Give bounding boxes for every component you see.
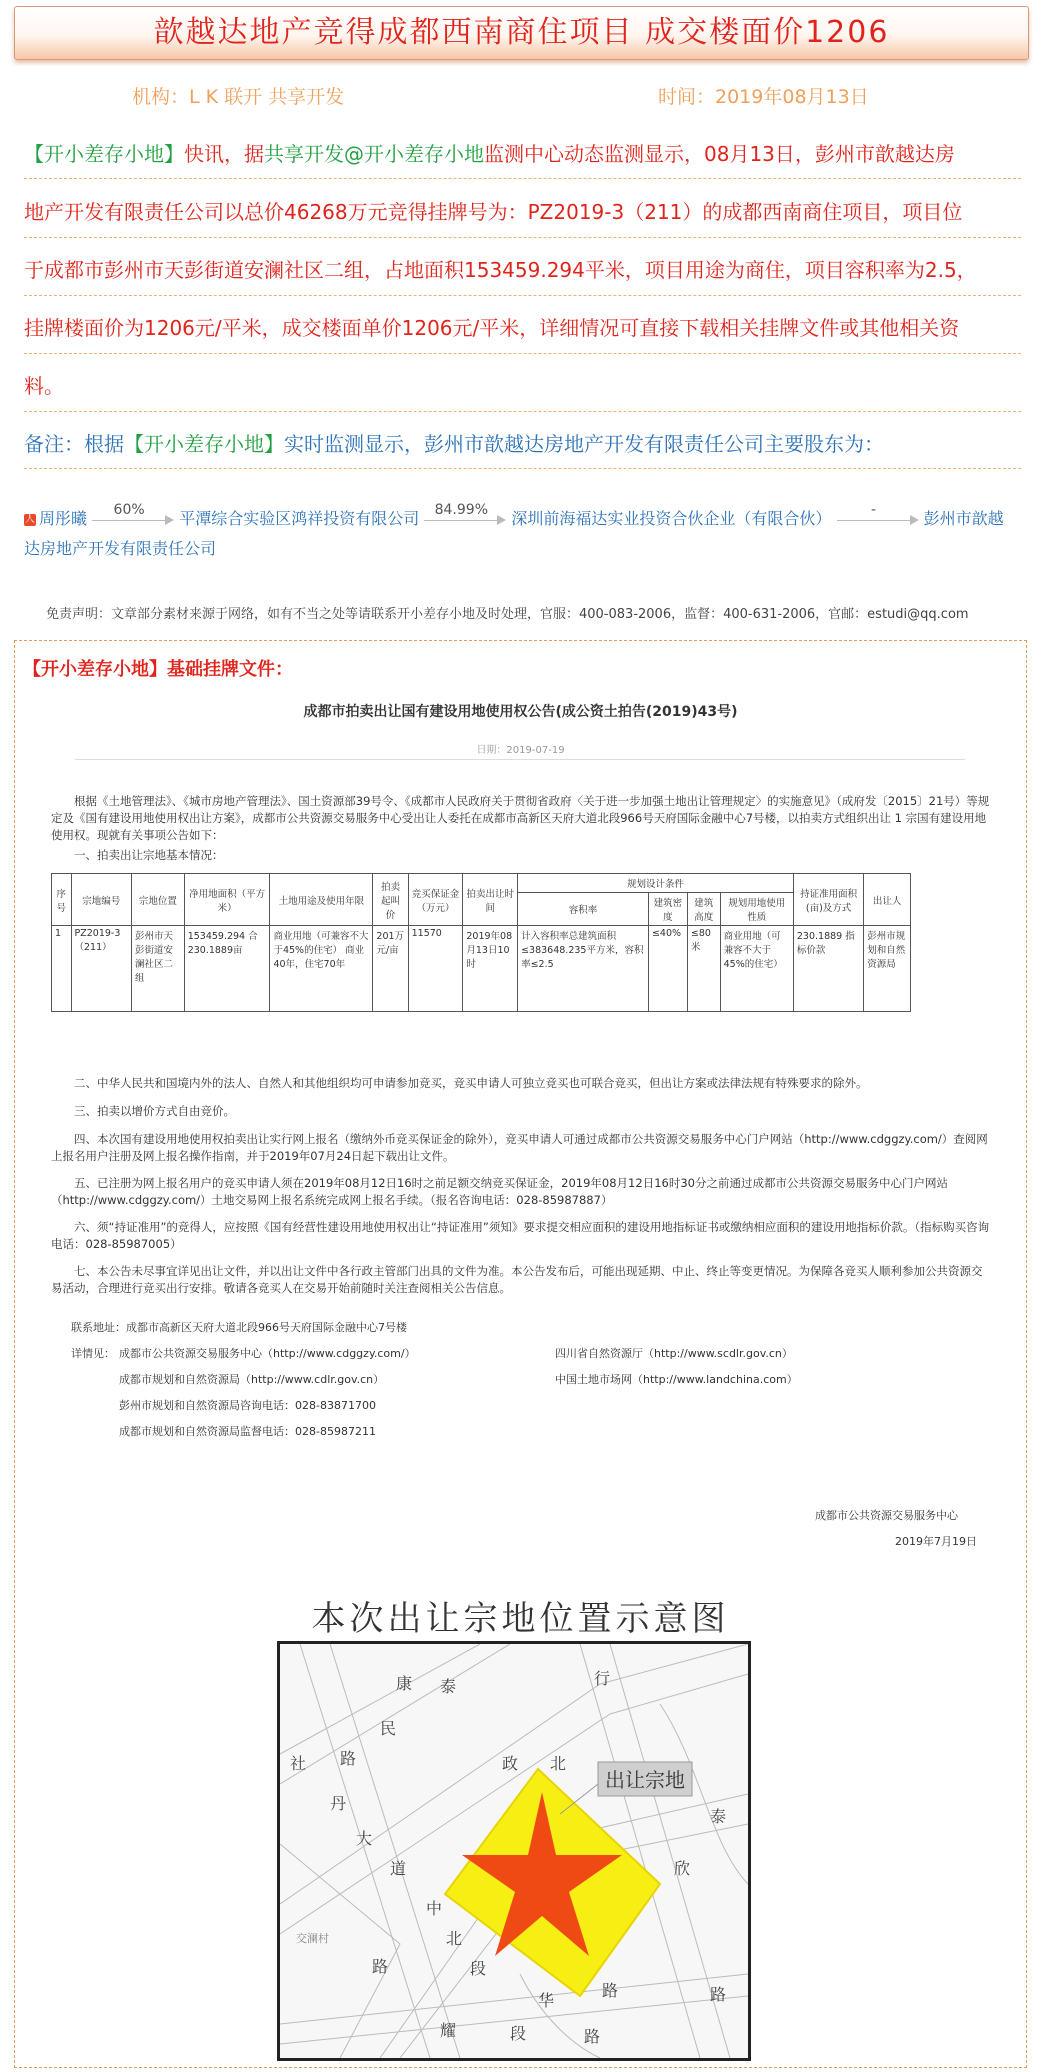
table-cell: 153459.294 合230.1889亩 xyxy=(184,926,270,1012)
arrow-icon xyxy=(92,501,174,530)
notice-title: 成都市拍卖出让国有建设用地使用权公告(成公资土拍告(2019)43号) xyxy=(303,704,738,720)
road-label: 路 xyxy=(584,2027,601,2046)
contact-phone-1: 彭州市规划和自然资源局咨询电话：028-83871700 xyxy=(119,1399,376,1412)
brand-link[interactable]: 共享开发@开小差存小地 xyxy=(264,142,484,166)
section-6: 六、须“持证准用”的竞得人，应按照《国有经营性建设用地使用权出让“持证准用”须知》要求提交相应面积的建设用地指标证书或缴纳相应面积的建设用地指标价款。（指标购买咨询电话：028-85987005） xyxy=(51,1220,990,1251)
target-company-cont[interactable]: 达房地产开发有限责任公司 xyxy=(24,539,217,558)
section-7: 七、本公告未尽事宜详见出让文件，并以出让文件中各行政主管部门出具的文件为准。本公告发布后，可能出现延期、中止、终止等变更情况。为保障各竞买人顺利参加公共资源交易活动，合理进行竞买出行安排。敬请各竞买人在交易开始前随时关注查阅相关公告信息。 xyxy=(51,1264,983,1295)
th-quota: 持证准用面积(亩)及方式 xyxy=(793,874,863,926)
signature-org: 成都市公共资源交易服务中心 xyxy=(815,1509,958,1522)
road-label: 中 xyxy=(426,1899,443,1918)
table-cell: 11570 xyxy=(408,926,463,1012)
table-cell: 230.1889 指标价款 xyxy=(793,926,863,1012)
signature-date: 2019年7月19日 xyxy=(895,1535,977,1548)
road-label: 康 xyxy=(396,1674,413,1693)
plot-table xyxy=(51,873,911,1012)
table-cell: 商业用地（可兼容不大于45%的住宅） xyxy=(720,926,793,1012)
th-plan: 规划设计条件 xyxy=(518,874,794,893)
road-label: 北 xyxy=(550,1754,567,1773)
road-label: 路 xyxy=(710,1985,727,2004)
share-percent: - xyxy=(870,501,877,518)
table-cell: ≤40% xyxy=(648,926,687,1012)
th-deposit: 竞买保证金（万元） xyxy=(408,874,463,926)
shareholder-company-1[interactable]: 平潭综合实验区鸿祥投资有限公司 xyxy=(179,509,420,528)
road-label: 民 xyxy=(380,1719,397,1738)
shareholder-company-2[interactable]: 深圳前海福达实业投资合伙企业（有限合伙） xyxy=(511,509,832,528)
text: 实时监测显示，彭州市歆越达房地产开发有限责任公司主要股东为： xyxy=(284,432,884,456)
th-use: 土地用途及使用年限 xyxy=(270,874,373,926)
divider xyxy=(24,468,1021,469)
road-label: 北 xyxy=(446,1929,463,1948)
article-line-3: 于成都市彭州市天彭街道安澜社区二组，占地面积153459.294平米，项目用途为商住，项目容积率为2.5， xyxy=(24,258,977,282)
th-start-price: 拍卖起叫价 xyxy=(373,874,408,926)
notice-intro: 根据《土地管理法》、《城市房地产管理法》、国土资源部39号令、《成都市人民政府关于贯彻省政府〈关于进一步加强土地出让管理规定〉的实施意见》（成府发〔2015〕21号）等规定及《国有建设用地使用权出让方案》，成都市公共资源交易服务中心受出让人委托在成都市高新区天府大道北段966号天府国际金融中心7号楼，以拍卖方式组织出让 1 宗国有建设用地使用权。现就有关事项公告如下： xyxy=(51,794,990,842)
article-line-1 xyxy=(24,140,1019,168)
disclaimer: 免责声明：文章部分素材来源于网络，如有不当之处等请联系开小差存小地及时处理，官服：400-083-2006，监督：400-631-2006，官邮：estudi@qq.com xyxy=(46,607,969,622)
share-percent: 60% xyxy=(113,501,145,518)
section-4: 四、本次国有建设用地使用权拍卖出让实行网上报名（缴纳外币竞买保证金的除外），竞买申请人可通过成都市公共资源交易服务中心门户网站（http://www.cdggzy.com/）查阅网上报名用户注册及网上报名操作指南，并于2019年07月24日起下载出让文件。 xyxy=(51,1132,988,1163)
notice-date: 日期：2019-07-19 xyxy=(476,745,565,756)
road-label: 政 xyxy=(502,1754,519,1773)
time-line: 时间：2019年08月13日 xyxy=(658,86,869,108)
road-label: 大 xyxy=(356,1829,373,1848)
table-cell: ≤80米 xyxy=(687,926,720,1012)
road-label: 华 xyxy=(538,1991,555,2010)
road-label: 段 xyxy=(510,2024,527,2043)
text: 监测中心动态监测显示，08月13日，彭州市歆越达房 xyxy=(484,142,955,166)
th-auction-time: 拍卖出让时间 xyxy=(463,874,518,926)
road-label: 社 xyxy=(290,1754,307,1773)
table-cell: 商业用地（可兼容不大于45%的住宅） 商业40年，住宅70年 xyxy=(270,926,373,1012)
road-label: 欣 xyxy=(674,1859,691,1878)
table-cell: 计入容积率总建筑面积≤383648.235平方米，容积率≤2.5 xyxy=(518,926,649,1012)
contact-phone-2: 成都市规划和自然资源局监督电话：028-85987211 xyxy=(119,1425,376,1438)
document-heading: 【开小差存小地】基础挂牌文件： xyxy=(23,659,293,680)
divider xyxy=(75,759,965,760)
note-line xyxy=(24,430,1019,458)
article-line-2: 地产开发有限责任公司以总价46268万元竞得挂牌号为：PZ2019-3（211）的成都西南商住项目，项目位 xyxy=(24,200,963,224)
table-cell: 2019年08月13日10时 xyxy=(463,926,518,1012)
link-cdlr[interactable]: 成都市规划和自然资源局（http://www.cdlr.gov.cn） xyxy=(119,1373,385,1386)
road-label: 道 xyxy=(390,1859,407,1878)
th-height: 建筑高度 xyxy=(687,893,720,926)
th-land-nature: 规划用地使用性质 xyxy=(720,893,793,926)
article-line-4: 挂牌楼面价为1206元/平米，成交楼面单价1206元/平米，详细情况可直接下载相关挂牌文件或其他相关资 xyxy=(24,316,960,340)
divider xyxy=(24,411,1021,412)
table-cell: 彭州市规划和自然资源局 xyxy=(864,926,911,1012)
location-map xyxy=(277,1641,751,2061)
text: 备注：根据 xyxy=(24,432,124,456)
road-label: 交澜村 xyxy=(296,1932,329,1945)
th-index: 序号 xyxy=(52,874,72,926)
target-company[interactable]: 彭州市歆越 xyxy=(923,509,1004,528)
text: 快讯，据 xyxy=(184,142,264,166)
th-plot-no: 宗地编号 xyxy=(71,874,132,926)
divider xyxy=(24,295,1021,296)
section-5: 五、已注册为网上报名用户的竞买申请人须在2019年08月12日16时之前足额交纳竞买保证金，2019年08月12日16时30分之前通过成都市公共资源交易服务中心门户网站（http://www.cdggzy.com/）土地交易网上报名系统完成网上报名手续。（报名咨询电话：028-85987887） xyxy=(51,1176,948,1207)
road-label: 耀 xyxy=(440,2021,457,2040)
section-2: 二、中华人民共和国境内外的法人、自然人和其他组织均可申请参加竞买，竞买申请人可独立竞买也可联合竞买，但出让方案或法律法规有特殊要求的除外。 xyxy=(74,1076,868,1090)
brand-tag: 【开小差存小地】 xyxy=(24,142,184,166)
person-icon: 人 xyxy=(25,513,35,525)
map-title: 本次出让宗地位置示意图 xyxy=(311,1599,730,1639)
divider xyxy=(24,178,1021,179)
table-cell: PZ2019-3（211） xyxy=(71,926,132,1012)
contact-see: 详情见： xyxy=(71,1347,115,1360)
listing-document-box xyxy=(14,640,1027,2068)
th-location: 宗地位置 xyxy=(132,874,185,926)
arrow-icon xyxy=(837,501,919,530)
org-line: 机构：L K 联开 共享开发 xyxy=(132,86,345,108)
table-cell: 彭州市天彭街道安澜社区二组 xyxy=(132,926,185,1012)
arrow-icon xyxy=(424,501,506,530)
link-landchina[interactable]: 中国土地市场网（http://www.landchina.com） xyxy=(555,1373,798,1386)
road-label: 丹 xyxy=(330,1794,347,1813)
title-banner xyxy=(14,6,1029,60)
shareholder-person[interactable]: 周彤曦 xyxy=(39,509,88,528)
table-cell: 1 xyxy=(52,926,72,1012)
map-svg xyxy=(280,1644,748,2058)
link-cdggzy[interactable]: 成都市公共资源交易服务中心（http://www.cdggzy.com/） xyxy=(119,1347,416,1360)
th-seller: 出让人 xyxy=(864,874,911,926)
road-label: 泰 xyxy=(710,1807,727,1826)
divider xyxy=(24,353,1021,354)
road-label: 段 xyxy=(470,1959,487,1978)
article-line-5: 料。 xyxy=(24,374,64,398)
th-area: 净用地面积（平方米） xyxy=(184,874,270,926)
map-label: 出让宗地 xyxy=(605,1768,685,1792)
brand-tag: 【开小差存小地】 xyxy=(124,432,284,456)
road-label: 路 xyxy=(340,1749,357,1768)
road-label: 路 xyxy=(602,1981,619,2000)
road-label: 路 xyxy=(372,1957,389,1976)
link-scdlr[interactable]: 四川省自然资源厅（http://www.scdlr.gov.cn） xyxy=(555,1347,793,1360)
table-cell: 201万元/亩 xyxy=(373,926,408,1012)
th-density: 建筑密度 xyxy=(648,893,687,926)
divider xyxy=(24,237,1021,238)
page-title: 歆越达地产竞得成都西南商住项目 成交楼面价1206 xyxy=(153,15,890,50)
section-3: 三、拍卖以增价方式自由竞价。 xyxy=(74,1104,235,1118)
th-far: 容积率 xyxy=(518,893,649,926)
road-label: 泰 xyxy=(440,1677,457,1696)
road-label: 行 xyxy=(594,1669,611,1688)
contact-address: 联系地址：成都市高新区天府大道北段966号天府国际金融中心7号楼 xyxy=(71,1321,407,1334)
section-1: 一、拍卖出让宗地基本情况： xyxy=(74,848,224,862)
share-percent: 84.99% xyxy=(434,501,488,518)
